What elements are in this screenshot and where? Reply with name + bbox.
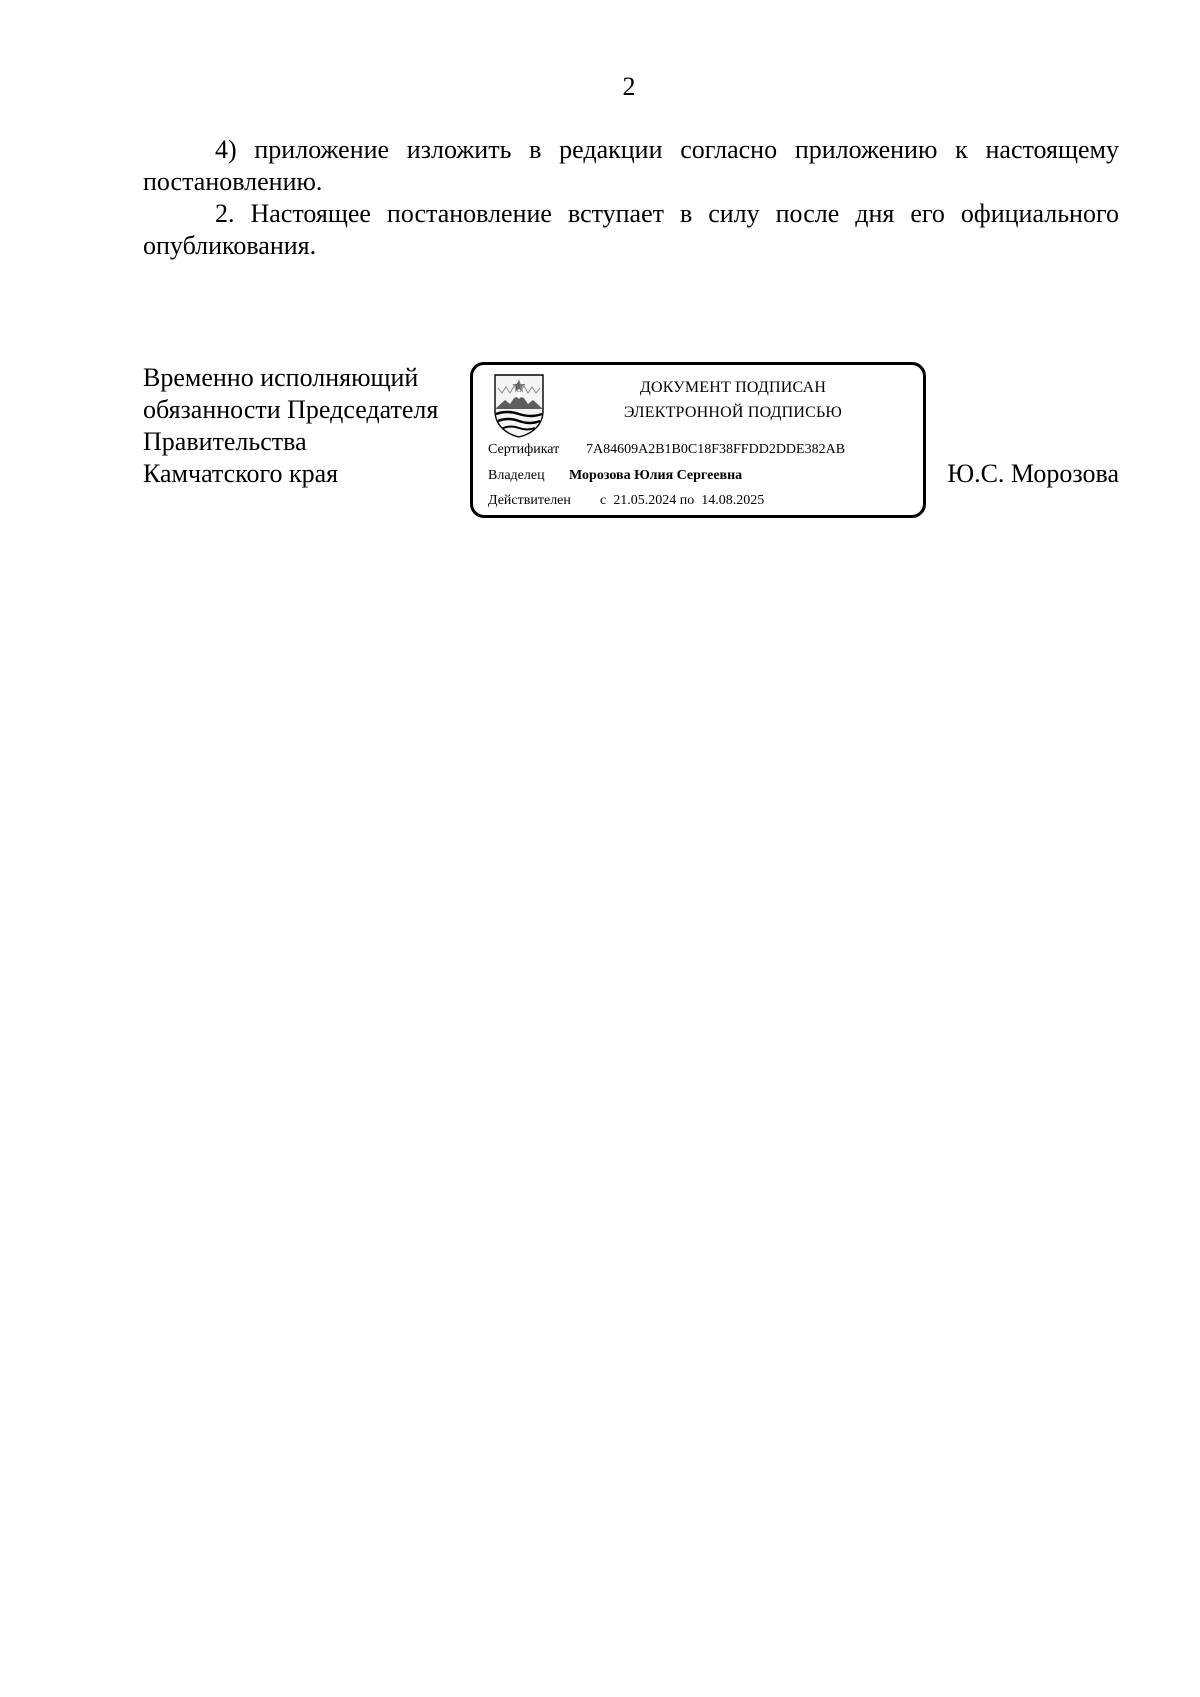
certificate-label: Сертификат — [488, 442, 560, 457]
signatory-title-line: Временно исполняющий — [143, 363, 419, 392]
electronic-signature-stamp — [470, 362, 926, 518]
body-text — [143, 134, 1119, 262]
signatory-title — [143, 362, 438, 490]
signatory-title-line: Правительства — [143, 427, 307, 456]
certificate-value: 7A84609A2B1B0C18F38FFDD2DDE382AB — [586, 442, 846, 457]
validity-value: с 21.05.2024 по 14.08.2025 — [600, 493, 765, 508]
certificate-row — [488, 441, 845, 459]
signatory-title-line: обязанности Председателя — [143, 395, 439, 424]
validity-row — [488, 492, 764, 510]
stamp-heading — [563, 375, 903, 425]
paragraph-clause-2: 2. Настоящее постановление вступает в силу после дня его официального опубликования. — [143, 199, 1119, 260]
owner-label: Владелец — [488, 468, 545, 483]
signatory-name: Ю.С. Морозова — [947, 459, 1119, 488]
stamp-heading-line: ДОКУМЕНТ ПОДПИСАН — [639, 379, 827, 396]
paragraph-item-4: 4) приложение изложить в редакции согласно приложению к настоящему постановлению. — [143, 135, 1119, 196]
signatory-title-line: Камчатского края — [143, 459, 339, 488]
owner-row — [488, 467, 742, 485]
validity-label: Действителен — [488, 493, 571, 508]
coat-of-arms-icon — [492, 373, 546, 439]
stamp-heading-line: ЭЛЕКТРОННОЙ ПОДПИСЬЮ — [623, 404, 843, 421]
page-number: 2 — [622, 72, 636, 101]
owner-value: Морозова Юлия Сергеевна — [569, 468, 743, 483]
